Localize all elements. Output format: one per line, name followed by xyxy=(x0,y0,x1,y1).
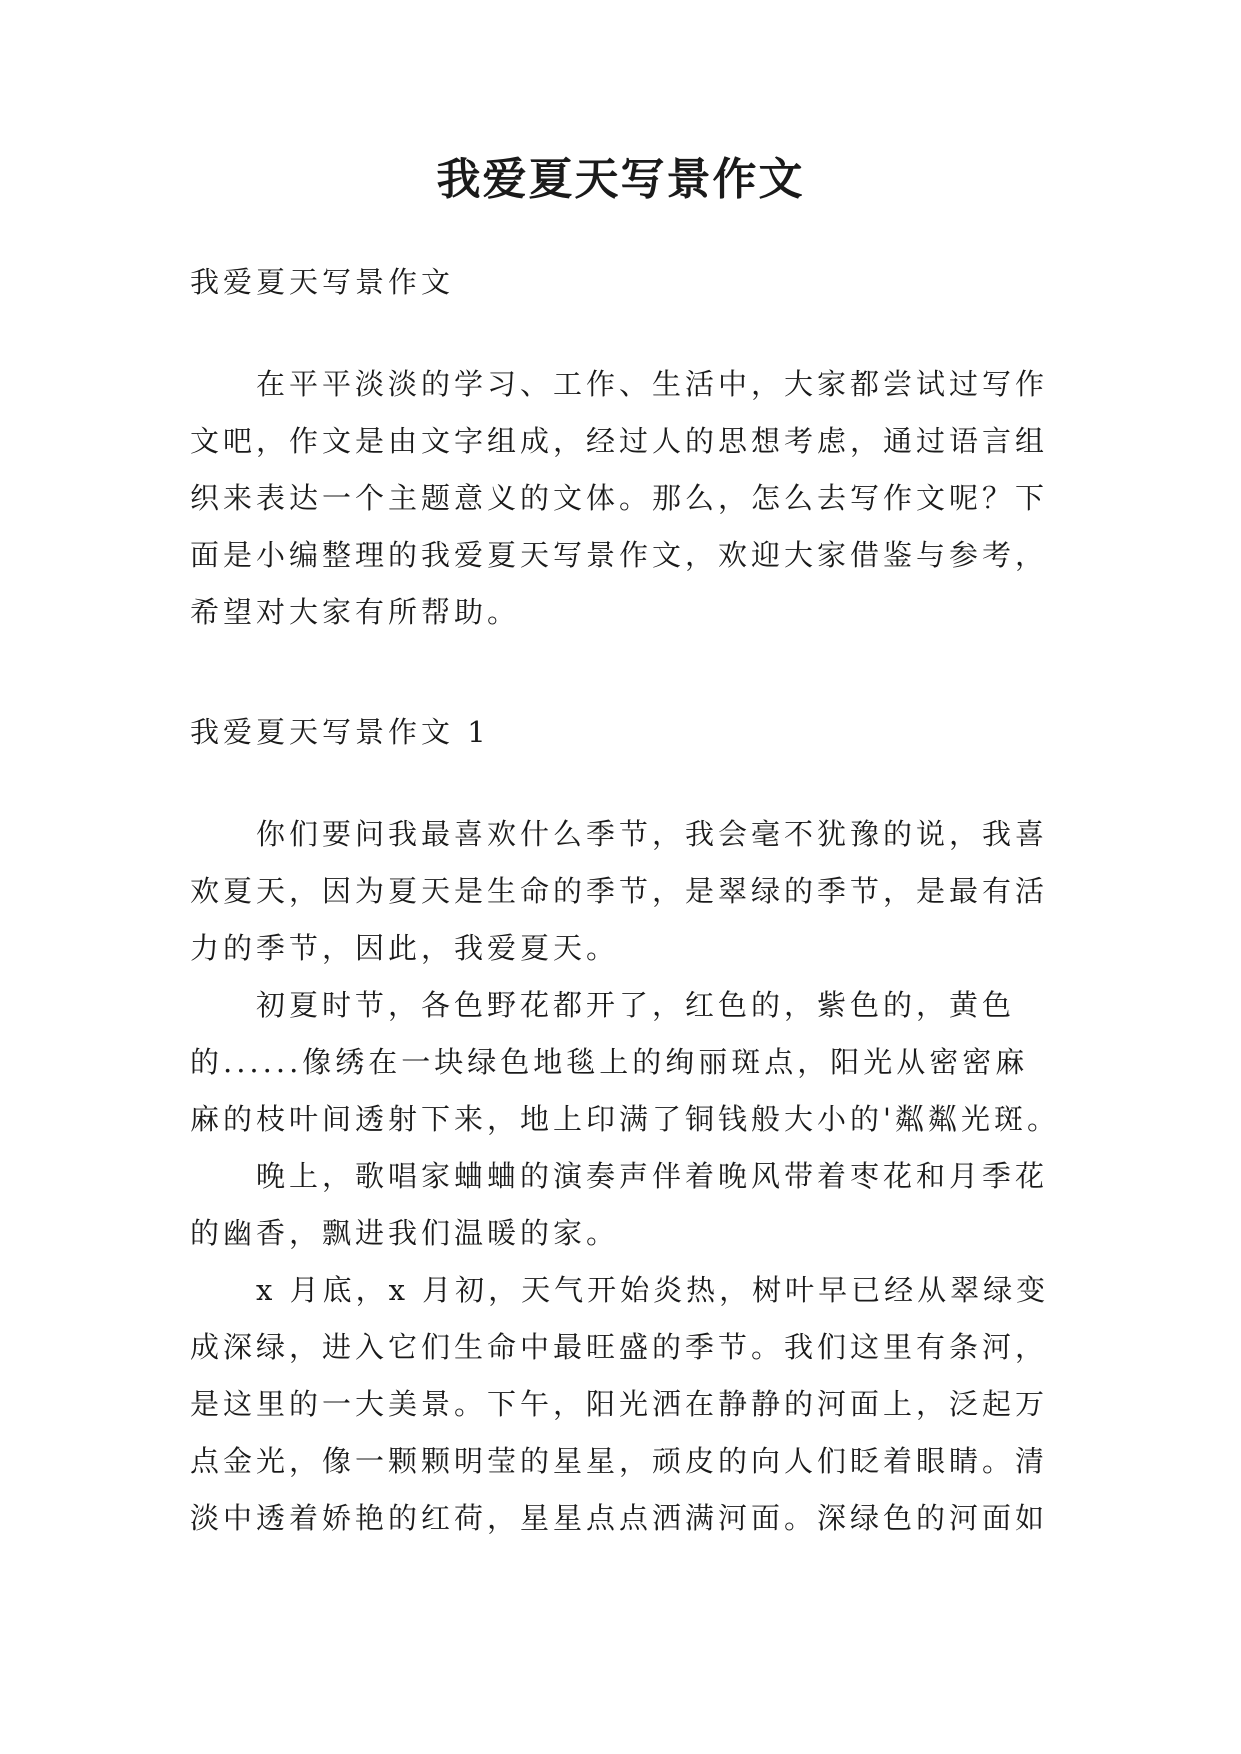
paragraph-line: 成深绿，进入它们生命中最旺盛的季节。我们这里有条河， xyxy=(190,1330,1049,1364)
paragraph-line: 力的季节，因此，我爱夏天。 xyxy=(190,931,620,965)
paragraph-line: 是这里的一大美景。下午，阳光洒在静静的河面上，泛起万 xyxy=(190,1387,1049,1421)
paragraph-line: 的幽香，飘进我们温暖的家。 xyxy=(190,1216,620,1250)
paragraph-line: x 月底，x 月初，天气开始炎热，树叶早已经从翠绿变 xyxy=(256,1273,1050,1307)
body-paragraph-4 xyxy=(190,1262,1060,1547)
paragraph-line: 的......像绣在一块绿色地毯上的绚丽斑点，阳光从密密麻 xyxy=(190,1045,1029,1079)
intro-line: 文吧，作文是由文字组成，经过人的思想考虑，通过语言组 xyxy=(190,424,1049,458)
intro-line: 希望对大家有所帮助。 xyxy=(190,595,521,629)
paragraph-line: 晚上，歌唱家蛐蛐的演奏声伴着晚风带着枣花和月季花 xyxy=(256,1159,1049,1193)
paragraph-line: 麻的枝叶间透射下来，地上印满了铜钱般大小的'粼粼光斑。 xyxy=(190,1102,1060,1136)
intro-line: 织来表达一个主题意义的文体。那么，怎么去写作文呢？下 xyxy=(190,481,1049,515)
body-paragraph-2 xyxy=(190,977,1060,1148)
document-title: 我爱夏天写景作文 xyxy=(436,154,805,205)
section-heading: 我爱夏天写景作文 1 xyxy=(190,715,490,749)
paragraph-line: 初夏时节，各色野花都开了，红色的，紫色的，黄色 xyxy=(256,988,1016,1022)
body-paragraph-1 xyxy=(190,806,1060,977)
paragraph-line: 欢夏天，因为夏天是生命的季节，是翠绿的季节，是最有活 xyxy=(190,874,1049,908)
paragraph-line: 淡中透着娇艳的红荷，星星点点洒满河面。深绿色的河面如 xyxy=(190,1501,1049,1535)
paragraph-line: 你们要问我最喜欢什么季节，我会毫不犹豫的说，我喜 xyxy=(256,817,1049,851)
intro-line: 在平平淡淡的学习、工作、生活中，大家都尝试过写作 xyxy=(256,367,1049,401)
document-subtitle: 我爱夏天写景作文 xyxy=(190,265,455,299)
intro-line: 面是小编整理的我爱夏天写景作文，欢迎大家借鉴与参考， xyxy=(190,538,1049,572)
paragraph-line: 点金光，像一颗颗明莹的星星，顽皮的向人们眨着眼睛。清 xyxy=(190,1444,1049,1478)
body-paragraph-3 xyxy=(190,1148,1060,1262)
intro-paragraph xyxy=(190,356,1060,641)
